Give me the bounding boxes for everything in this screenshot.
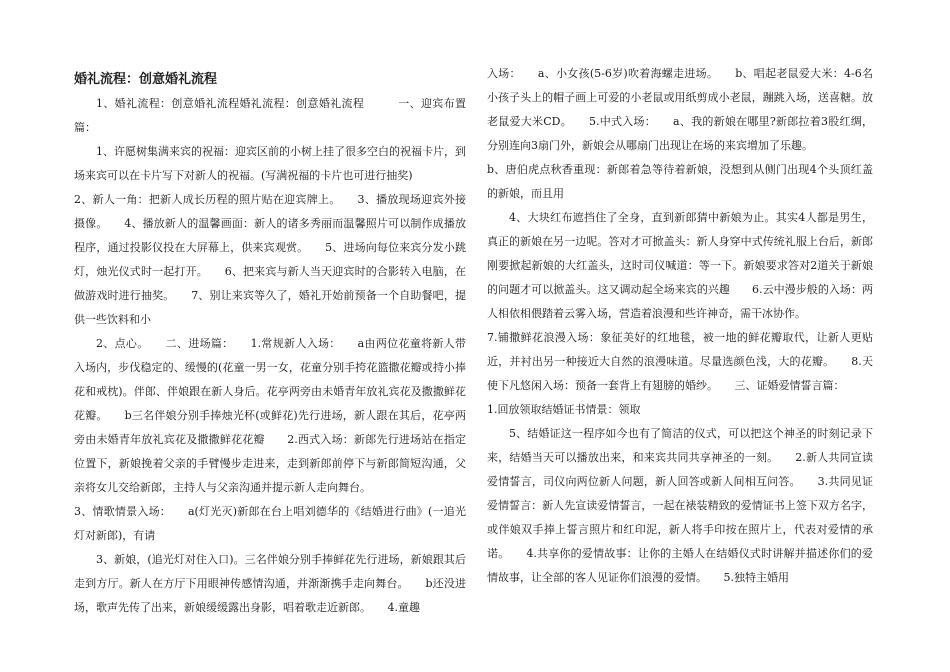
paragraph: b、唐伯虎点秋香重现：新郎着急等待着新娘，没想到从侧门出现4个头顶红盖的新娘，而且用 (487, 163, 873, 200)
paragraph: 2、点心。 二、进场篇： 1.常规新人入场： a由两位花童将新人带入场内，步伐稳定的、缓慢的(花童一男一女，花童分别手挎花篮撒花瓣或持小捧花和戒枕)。伴郎、伴娘跟在新人身后。花亭两旁由未婚青年放礼宾花及撒撒鲜花花瓣。 b三名伴娘分别手捧烛光杯(或鲜花)先行进场，新人跟在其后，花亭两旁由未婚青年放礼宾花及撒撒鲜花花瓣 2.西式入场：新郎先行进场站在指定位置下，新娘挽着父亲的手臂慢步走进来，走到新郎前停下与新郎简短沟通，父亲将女儿交给新郎，主持人与父亲沟通并提示新人走向舞台。 (74, 337, 466, 494)
paragraph: 7.铺撒鲜花浪漫入场：象征美好的红地毯，被一地的鲜花瓣取代，让新人更贴近，并衬出另一种接近大自然的浪漫味道。尽量选颜色浅，大的花瓣。 8.天使下凡悠闲入场：预备一套背上有翅膀的婚纱。 三、证婚爱情誓言篇： (487, 331, 873, 392)
paragraph: 入场： a、小女孩(5-6岁)吹着海螺走进场。 b、唱起老鼠爱大米：4-6名小孩子头上的帽子画上可爱的小老鼠或用纸剪成小老鼠，蹦跳入场，送喜糖。放老鼠爱大米CD。 5.中式入场： a、我的新娘在哪里?新郎拉着3股红绸，分别连向3扇门外，新娘会从哪扇门出现让在场的来宾增加了乐趣。 (487, 67, 873, 152)
paragraph: 1、许愿树集满来宾的祝福：迎宾区前的小树上挂了很多空白的祝福卡片，到场来宾可以在卡片写下对新人的祝福。(写满祝福的卡片也可进行抽奖) (74, 145, 466, 182)
paragraph: 3、情歌情景入场： a(灯光灭)新郎在台上唱刘德华的《结婚进行曲》(一追光灯对新郎)，有请 (74, 505, 466, 542)
left-column (74, 62, 466, 620)
paragraph: 1、婚礼流程：创意婚礼流程婚礼流程：创意婚礼流程 一、迎宾布置篇： (74, 97, 466, 134)
paragraph: 5、结婚证这一程序如今也有了简洁的仪式，可以把这个神圣的时刻记录下来，结婚当天可以播放出来，和来宾共同共享神圣的一刻。 2.新人共同宣读爱情誓言，司仪向两位新人问题，新人回答或新人间相互问答。 3.共同见证爱情誓言：新人先宣读爱情誓言，一起在裱装精致的爱情证书上签下双方名字，或伴娘双手捧上誓言照片和红印泥，新人将手印按在照片上，代表对爱情的承诺。 4.共享你的爱情故事：让你的主婚人在结婚仪式时讲解并描述你们的爱情故事，让全部的客人见证你们浪漫的爱情。 5.独特主婚用 (487, 427, 873, 584)
document-title: 婚礼流程：创意婚礼流程 (74, 72, 218, 87)
paragraph: 4、大块红布遮挡住了全身，直到新郎猜中新娘为止。其实4人都是男生，真正的新娘在另一边呢。答对才可掀盖头：新人身穿中式传统礼服上台后，新郎刚要掀起新娘的大红盖头，这时司仪喊道：等一下。新娘要求答对2道关于新娘的问题才可以掀盖头。这又调动起全场来宾的兴趣 6.云中漫步般的入场：两人相依相偎踏着云雾入场，营造着浪漫和些许神奇，需干冰协作。 (487, 211, 873, 320)
right-column (487, 62, 873, 590)
paragraph: 2、新人一角：把新人成长历程的照片贴在迎宾牌上。 3、播放现场迎宾外接摄像。 4、播放新人的温馨画面：新人的诸多秀丽而温馨照片可以制作成播放程序，通过投影仪投在大屏幕上，供来宾观赏。 5、进场向每位来宾分发小跳灯，烛光仪式时一起打开。 6、把来宾与新人当天迎宾时的合影转入电脑，在做游戏时进行抽奖。 7、别让来宾等久了，婚礼开始前预备一个自助餐吧，提供一些饮料和小 (74, 193, 466, 326)
paragraph: 3、新娘，(追光灯对住入口)。三名伴娘分别手捧鲜花先行进场，新娘跟其后走到方厅。新人在方厅下用眼神传感情沟通，并渐渐携手走向舞台。 b还没进场，歌声先传了出来，新娘缓缓露出身影，唱着歌走近新郎。 4.童趣 (74, 553, 466, 614)
paragraph: 1.回放领取结婚证书情景：领取 (487, 403, 641, 416)
